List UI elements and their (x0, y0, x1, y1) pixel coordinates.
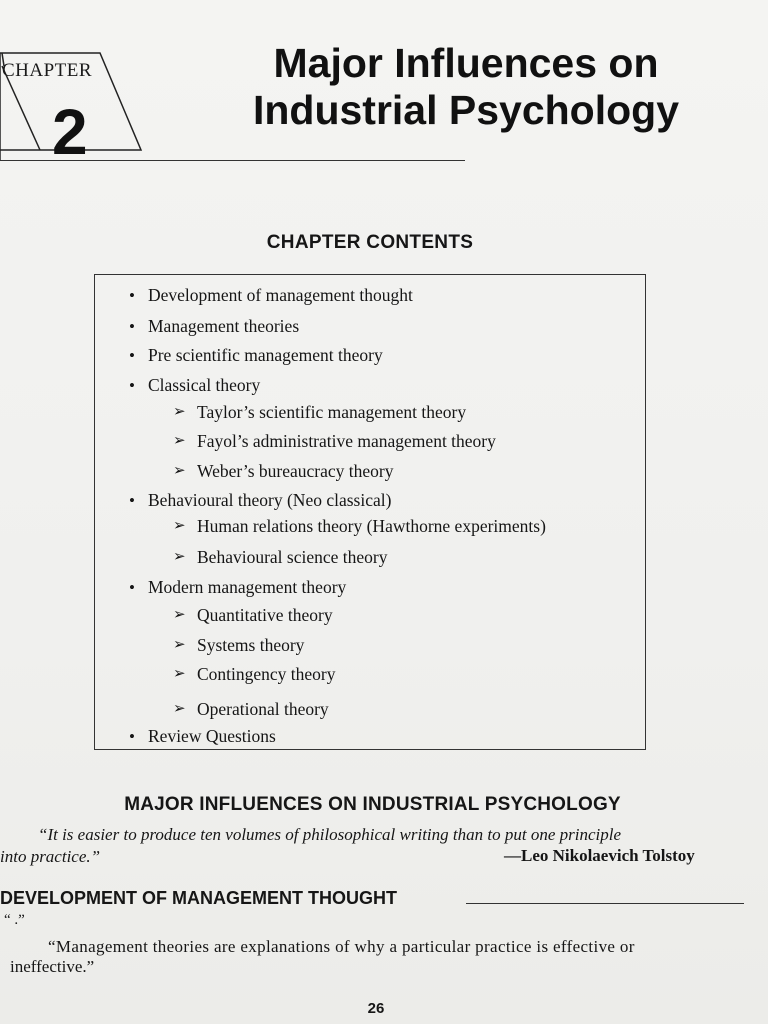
contents-item (129, 490, 392, 510)
contents-item (129, 345, 383, 365)
contents-item (173, 635, 305, 655)
chapter-title-line-2: Industrial Psychology (252, 87, 680, 133)
arrow-bullet-icon: ➢ (173, 404, 186, 420)
contents-item-label: Management theories (148, 316, 300, 336)
paragraph-line-2: ineffective.” (10, 957, 95, 976)
contents-item-label: Behavioural theory (Neo classical) (148, 490, 392, 510)
contents-item-label: Development of management thought (148, 285, 413, 305)
bullet-icon: • (129, 578, 135, 597)
contents-item (129, 577, 347, 597)
chapter-title-line-1: Major Influences on (273, 40, 659, 86)
section-heading: MAJOR INFLUENCES ON INDUSTRIAL PSYCHOLOGY (124, 794, 621, 815)
arrow-bullet-icon: ➢ (173, 433, 186, 449)
contents-item (129, 726, 276, 746)
chapter-label: CHAPTER (2, 60, 93, 81)
contents-item (173, 699, 329, 719)
quote-line-1: “It is easier to produce ten volumes of philosophical writing than to put one principle (38, 825, 621, 844)
bullet-icon: • (129, 727, 135, 746)
quote-line-2: into practice.” (0, 847, 101, 866)
contents-heading: CHAPTER CONTENTS (266, 232, 474, 253)
contents-item-label: Human relations theory (Hawthorne experiments) (197, 516, 546, 536)
arrow-bullet-icon: ➢ (173, 666, 186, 682)
chapter-number: 2 (52, 96, 88, 168)
arrow-bullet-icon: ➢ (173, 549, 186, 565)
contents-item-label: Quantitative theory (197, 605, 333, 625)
title-underline (0, 160, 465, 161)
quote-author: —Leo Nikolaevich Tolstoy (504, 846, 695, 865)
chapter-title (186, 40, 746, 134)
subsection-heading: DEVELOPMENT OF MANAGEMENT THOUGHT (0, 888, 397, 908)
contents-item (173, 516, 546, 536)
contents-item-label: Contingency theory (197, 664, 336, 684)
contents-item-label: Systems theory (197, 635, 305, 655)
arrow-bullet-icon: ➢ (173, 607, 186, 623)
contents-item (129, 316, 300, 336)
arrow-bullet-icon: ➢ (173, 518, 186, 534)
chapter-tab (0, 30, 150, 168)
contents-item-label: Operational theory (197, 699, 329, 719)
arrow-bullet-icon: ➢ (173, 637, 186, 653)
bullet-icon: • (129, 376, 135, 395)
contents-item (129, 285, 413, 305)
contents-item-label: Modern management theory (148, 577, 347, 597)
bullet-icon: • (129, 346, 135, 365)
contents-item (129, 375, 261, 395)
page-number: 26 (367, 1000, 385, 1017)
contents-item (173, 605, 333, 625)
bullet-icon: • (129, 286, 135, 305)
contents-item-label: Behavioural science theory (197, 547, 388, 567)
arrow-bullet-icon: ➢ (173, 701, 186, 717)
contents-item-label: Classical theory (148, 375, 261, 395)
contents-item (173, 402, 467, 422)
paragraph-line-1: “Management theories are explanations of why a particular practice is effective or (48, 937, 635, 956)
contents-item-label: Weber’s bureaucracy theory (197, 461, 394, 481)
bullet-icon: • (129, 317, 135, 336)
arrow-bullet-icon: ➢ (173, 463, 186, 479)
contents-item-label: Taylor’s scientific management theory (197, 402, 467, 422)
contents-item (173, 547, 388, 567)
stray-quote-marks: “ .” (4, 912, 25, 928)
contents-item (173, 461, 394, 481)
subsection-rule (466, 903, 744, 904)
contents-item (173, 431, 496, 451)
contents-item-label: Review Questions (148, 726, 276, 746)
contents-item-label: Pre scientific management theory (148, 345, 383, 365)
bullet-icon: • (129, 491, 135, 510)
contents-item-label: Fayol’s administrative management theory (197, 431, 496, 451)
contents-item (173, 664, 336, 684)
